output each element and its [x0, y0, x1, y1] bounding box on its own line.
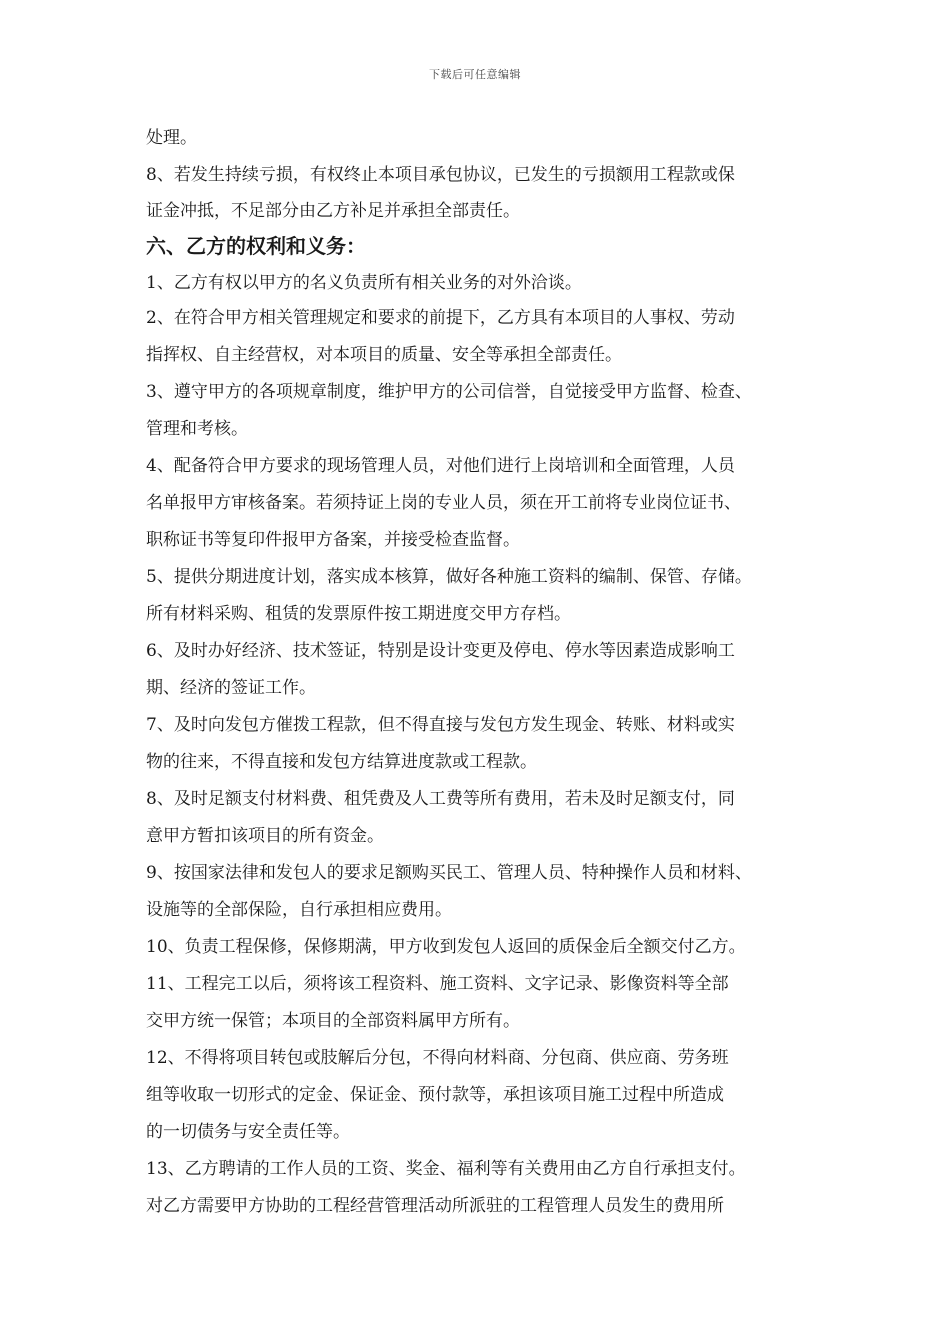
- body-line: 组等收取一切形式的定金、保证金、预付款等，承担该项目施工过程中所造成: [146, 1085, 724, 1105]
- body-line: 7、及时向发包方催拨工程款，但不得直接与发包方发生现金、转账、材料或实: [146, 715, 735, 735]
- body-line: 指挥权、自主经营权，对本项目的质量、安全等承担全部责任。: [146, 345, 622, 365]
- body-line: 2、在符合甲方相关管理规定和要求的前提下，乙方具有本项目的人事权、劳动: [146, 308, 735, 328]
- document-body: [146, 120, 814, 1225]
- body-line: 12、不得将项目转包或肢解后分包，不得向材料商、分包商、供应商、劳务班: [146, 1048, 729, 1068]
- body-line: 期、经济的签证工作。: [146, 678, 316, 698]
- body-line: 处理。: [146, 128, 197, 148]
- body-line: 10、负责工程保修，保修期满，甲方收到发包人返回的质保金后全额交付乙方。: [146, 937, 746, 957]
- body-line: 1、乙方有权以甲方的名义负责所有相关业务的对外洽谈。: [146, 273, 582, 293]
- body-line: 的一切债务与安全责任等。: [146, 1122, 350, 1142]
- body-line: 意甲方暂扣该项目的所有资金。: [146, 826, 384, 846]
- body-line: 8、若发生持续亏损，有权终止本项目承包协议，已发生的亏损额用工程款或保: [146, 165, 735, 185]
- body-line: 物的往来，不得直接和发包方结算进度款或工程款。: [146, 752, 537, 772]
- body-line: 5、提供分期进度计划，落实成本核算，做好各种施工资料的编制、保管、存储。: [146, 567, 752, 587]
- body-line: 6、及时办好经济、技术签证，特别是设计变更及停电、停水等因素造成影响工: [146, 641, 735, 661]
- section-heading: 六、乙方的权利和义务：: [146, 234, 366, 258]
- body-line: 职称证书等复印件报甲方备案，并接受检查监督。: [146, 530, 520, 550]
- body-line: 设施等的全部保险，自行承担相应费用。: [146, 900, 452, 920]
- body-line: 9、按国家法律和发包人的要求足额购买民工、管理人员、特种操作人员和材料、: [146, 863, 752, 883]
- body-line: 8、及时足额支付材料费、租凭费及人工费等所有费用，若未及时足额支付，同: [146, 789, 735, 809]
- body-line: 13、乙方聘请的工作人员的工资、奖金、福利等有关费用由乙方自行承担支付。: [146, 1159, 746, 1179]
- body-line: 管理和考核。: [146, 419, 248, 439]
- body-line: 4、配备符合甲方要求的现场管理人员，对他们进行上岗培训和全面管理，人员: [146, 456, 735, 476]
- body-line: 名单报甲方审核备案。若须持证上岗的专业人员，须在开工前将专业岗位证书、: [146, 493, 741, 513]
- body-line: 对乙方需要甲方协助的工程经营管理活动所派驻的工程管理人员发生的费用所: [146, 1196, 724, 1216]
- body-line: 所有材料采购、租赁的发票原件按工期进度交甲方存档。: [146, 604, 571, 624]
- header-note: 下载后可任意编辑: [429, 68, 521, 81]
- body-line: 交甲方统一保管；本项目的全部资料属甲方所有。: [146, 1011, 520, 1031]
- body-line: 11、工程完工以后，须将该工程资料、施工资料、文字记录、影像资料等全部: [146, 974, 729, 994]
- body-line: 证金冲抵，不足部分由乙方补足并承担全部责任。: [146, 201, 520, 221]
- body-line: 3、遵守甲方的各项规章制度，维护甲方的公司信誉，自觉接受甲方监督、检查、: [146, 382, 752, 402]
